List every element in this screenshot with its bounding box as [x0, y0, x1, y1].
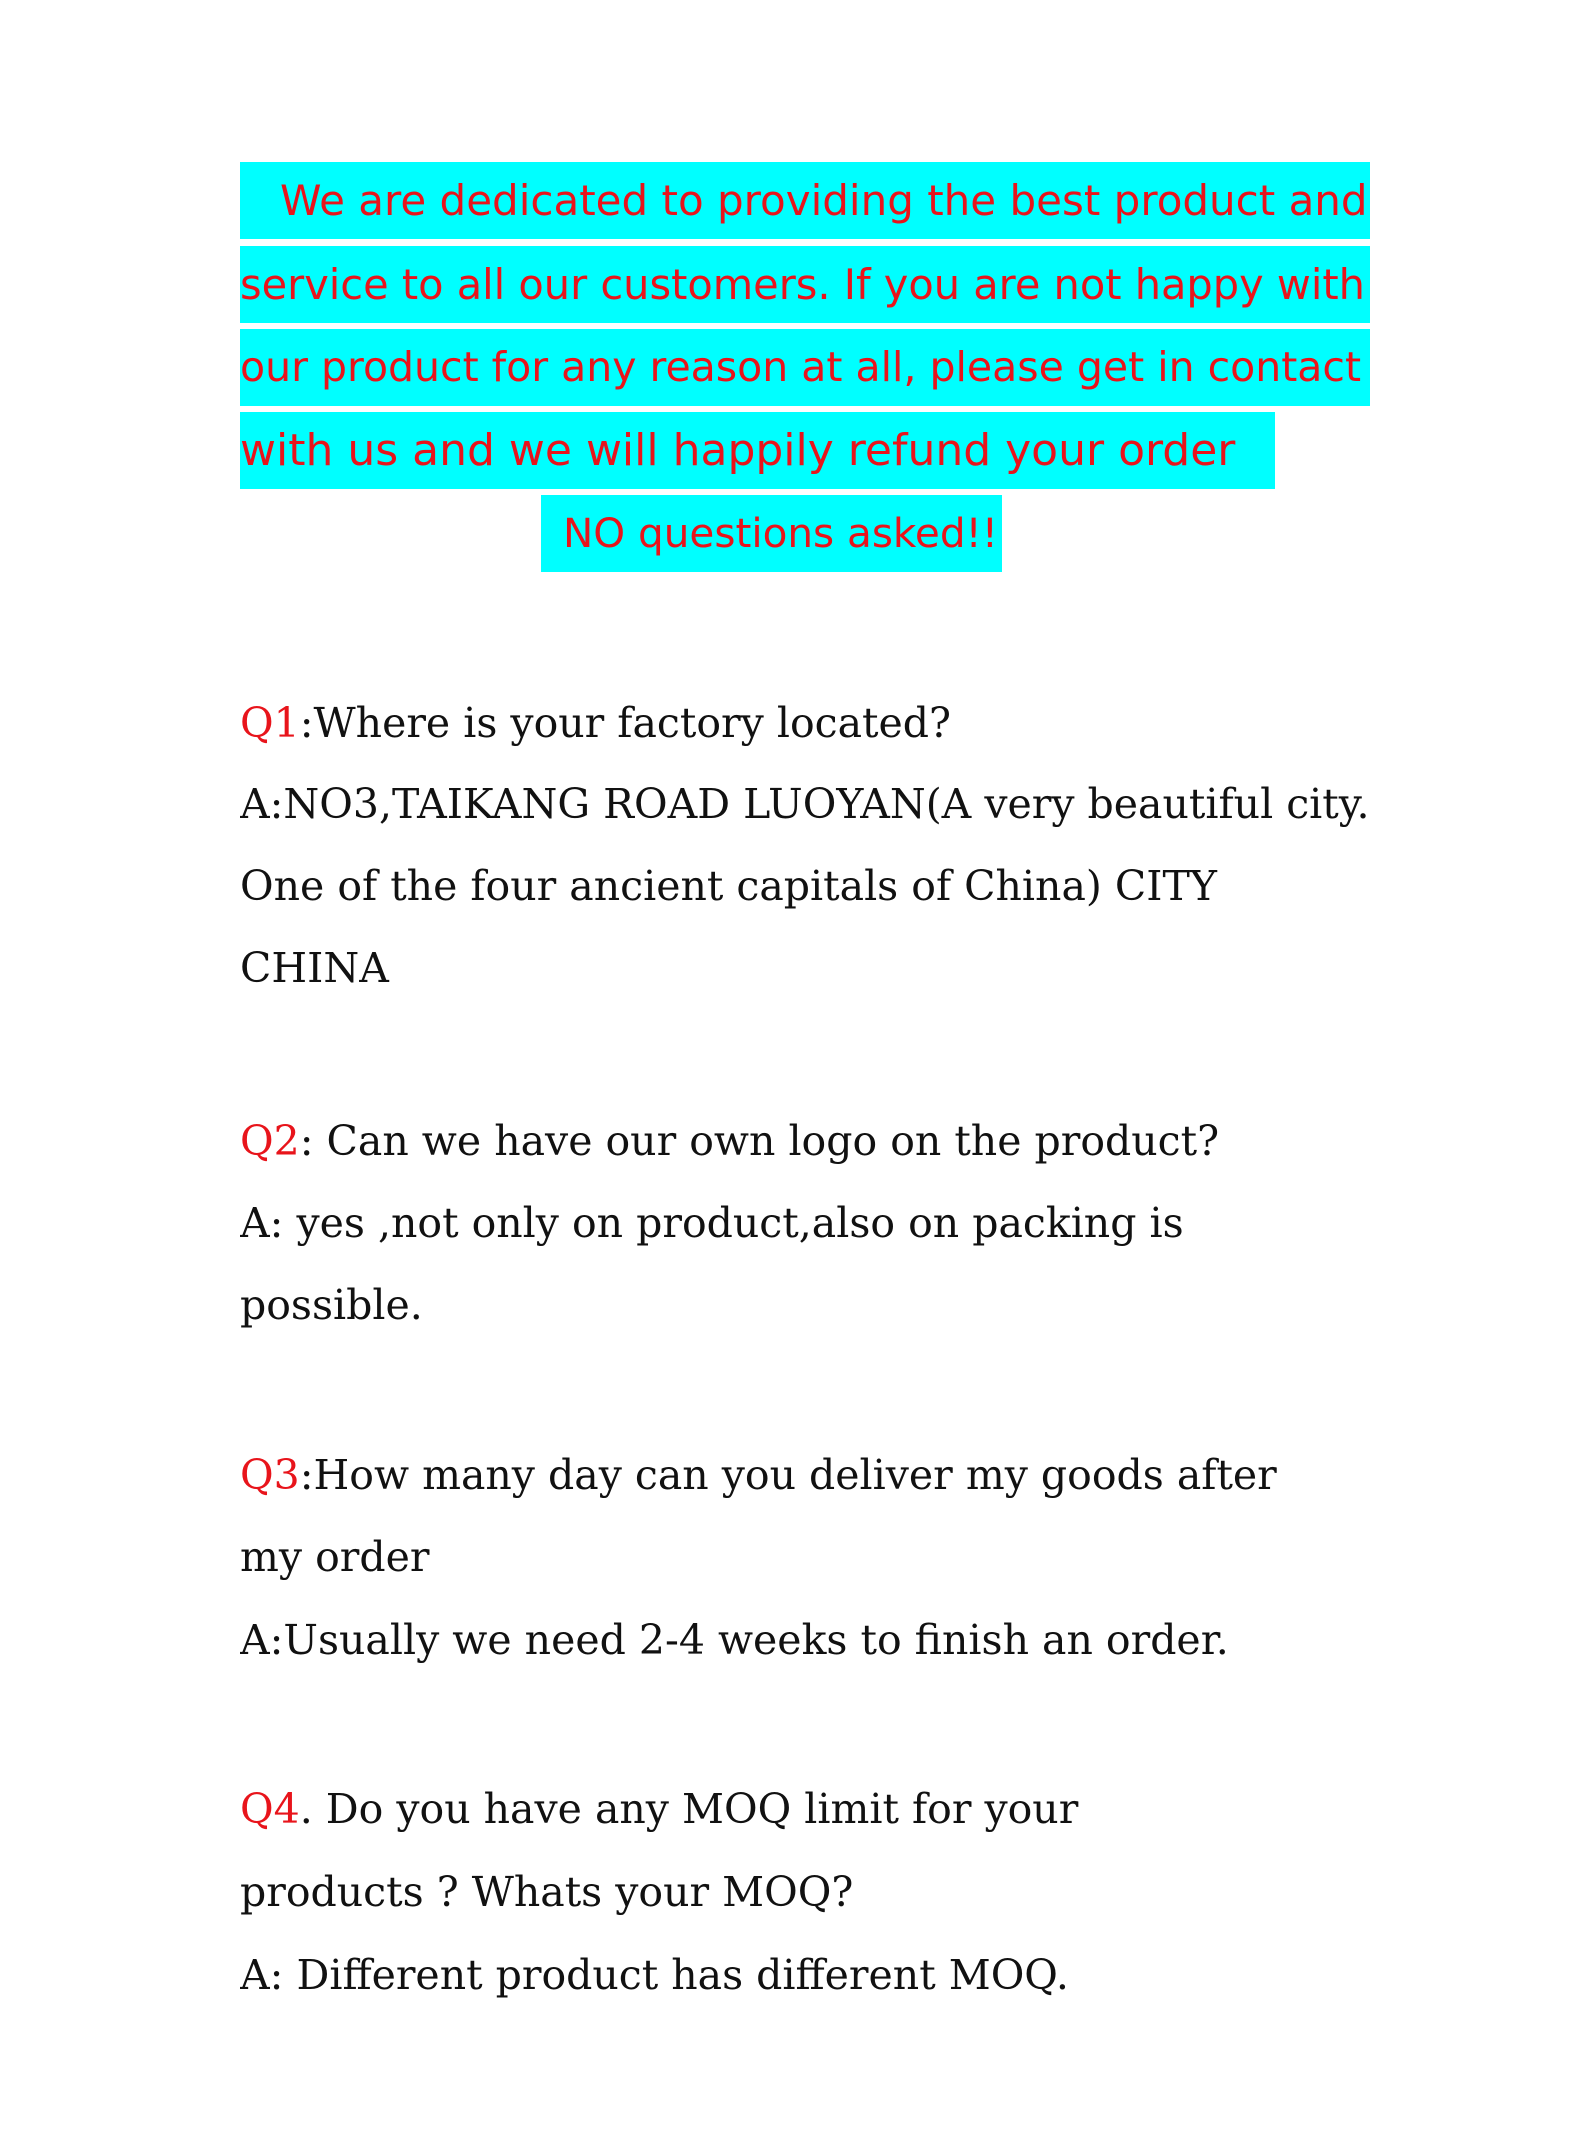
- faq-q3-answer-text-1: A:Usually we need 2-4 weeks to finish an order.: [240, 1616, 1229, 1664]
- faq-q1-answer-text-1: A:NO3,TAIKANG ROAD LUOYAN(A very beautiful city.: [240, 780, 1370, 828]
- faq-q4-question: [240, 1779, 1370, 1839]
- faq-q2-answer-text-1: A: yes ,not only on product,also on packing is: [240, 1199, 1184, 1247]
- faq-q2-answer-line-1: [240, 1193, 1370, 1253]
- faq-q2-number: Q2: [240, 1117, 300, 1165]
- faq-q1-question: [240, 693, 1370, 753]
- guarantee-tagline: NO questions asked!!: [541, 495, 1002, 572]
- faq-q3-question-text-2: my order: [240, 1533, 430, 1581]
- faq-q1-answer-text-3: CHINA: [240, 944, 389, 992]
- faq-q2-question-text: : Can we have our own logo on the product?: [299, 1117, 1220, 1165]
- faq-q3-answer-line-1: [240, 1610, 1370, 1670]
- guarantee-line-3: our product for any reason at all, please get in contact: [240, 329, 1370, 406]
- faq-q1-number: Q1: [240, 699, 300, 747]
- faq-q1-answer-text-2: One of the four ancient capitals of China) CITY: [240, 862, 1217, 910]
- faq-q1-answer-line-2: [240, 856, 1370, 916]
- faq-q4-question-text-1: . Do you have any MOQ limit for your: [299, 1785, 1079, 1833]
- faq-q1-question-text: :Where is your factory located?: [299, 699, 951, 747]
- faq-q3-question-text-1: :How many day can you deliver my goods after: [299, 1451, 1277, 1499]
- faq-q2-answer-line-2: [240, 1275, 1370, 1335]
- faq-q1-answer-line-3: [240, 938, 1370, 998]
- guarantee-line-1: We are dedicated to providing the best product and: [240, 162, 1370, 239]
- faq-q3-question: [240, 1445, 1370, 1505]
- faq-q3-question-line-2: [240, 1527, 1370, 1587]
- faq-q1-answer-line-1: [240, 774, 1370, 834]
- guarantee-line-2: service to all our customers. If you are not happy with: [240, 246, 1370, 323]
- faq-q4-question-text-2: products ? Whats your MOQ?: [240, 1868, 854, 1916]
- guarantee-line-4: with us and we will happily refund your order: [240, 412, 1275, 489]
- faq-q2-answer-text-2: possible.: [240, 1281, 423, 1329]
- faq-q4-answer-text-1: A: Different product has different MOQ.: [240, 1951, 1069, 1999]
- faq-q4-answer-line-1: [240, 1945, 1370, 2005]
- faq-q4-number: Q4: [240, 1785, 300, 1833]
- faq-q4-question-line-2: [240, 1862, 1370, 1922]
- faq-q3-number: Q3: [240, 1451, 300, 1499]
- faq-q2-question: [240, 1111, 1370, 1171]
